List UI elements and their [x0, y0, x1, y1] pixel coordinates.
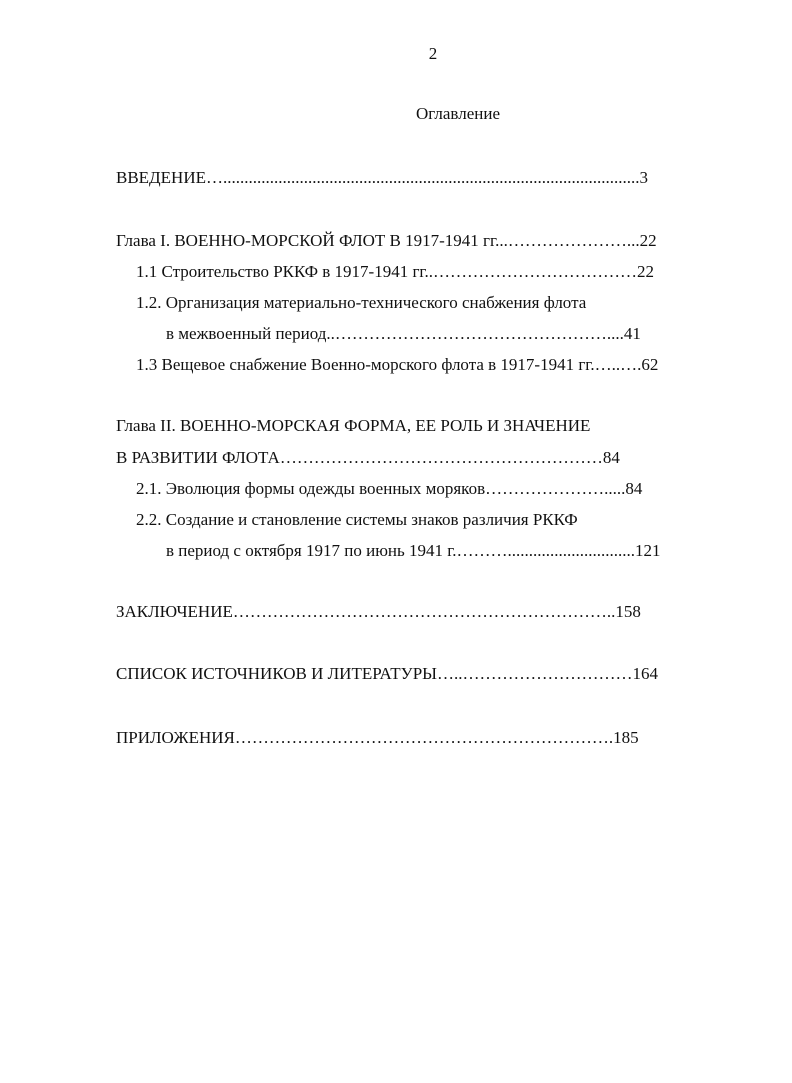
toc-entry-text: 1.2. Организация материально-технического снабжения флота: [136, 293, 587, 312]
toc-entry-sources: [116, 663, 714, 685]
toc-entry-introduction: [116, 167, 710, 189]
toc-entry-chapter-2-cont: [116, 447, 714, 469]
toc-entry-section-2-1: [136, 478, 714, 500]
toc-entry-text: в межвоенный период..…………………………………………....41: [166, 324, 641, 343]
toc-entry-text: 2.2. Создание и становление системы знаков различия РККФ: [136, 510, 578, 529]
toc-entry-section-1-2-cont: [166, 323, 714, 345]
toc-entry-text: Глава I. ВОЕННО-МОРСКОЙ ФЛОТ В 1917-1941 гг...…………………...22: [116, 231, 657, 250]
toc-entry-text: ЗАКЛЮЧЕНИЕ…………………………………………………………..158: [116, 602, 641, 621]
toc-entry-text: СПИСОК ИСТОЧНИКОВ И ЛИТЕРАТУРЫ…..…………………………164: [116, 664, 658, 683]
toc-entry-chapter-2: [116, 415, 646, 437]
toc-entry-text: 1.3 Вещевое снабжение Военно-морского флота в 1917-1941 гг.…..….62: [136, 355, 659, 374]
toc-entry-section-2-2: [136, 509, 646, 531]
toc-entry-text: в период с октября 1917 по июнь 1941 г.………..............................121: [166, 541, 661, 560]
toc-entry-chapter-1: [116, 230, 714, 252]
toc-entry-text: ВВЕДЕНИЕ…..................................................................................................3: [116, 168, 648, 187]
toc-entry-appendices: [116, 727, 714, 749]
page-number: 2: [428, 44, 438, 63]
toc-title: Оглавление: [416, 104, 500, 123]
toc-entry-text: В РАЗВИТИИ ФЛОТА…………………………………………………84: [116, 448, 620, 467]
toc-entry-section-2-2-cont: [166, 540, 714, 562]
toc-entry-section-1-2: [136, 292, 646, 314]
toc-entry-text: Глава II. ВОЕННО-МОРСКАЯ ФОРМА, ЕЕ РОЛЬ И ЗНАЧЕНИЕ: [116, 416, 591, 435]
toc-entry-text: 1.1 Строительство РККФ в 1917-1941 гг..………………………………22: [136, 262, 654, 281]
toc-entry-conclusion: [116, 601, 714, 623]
toc-entry-text: 2.1. Эволюция формы одежды военных моряков………………….....84: [136, 479, 643, 498]
toc-entry-text: ПРИЛОЖЕНИЯ………………………………………………………….185: [116, 728, 639, 747]
toc-entry-section-1-3: [136, 354, 714, 376]
toc-entry-section-1-1: [136, 261, 714, 283]
